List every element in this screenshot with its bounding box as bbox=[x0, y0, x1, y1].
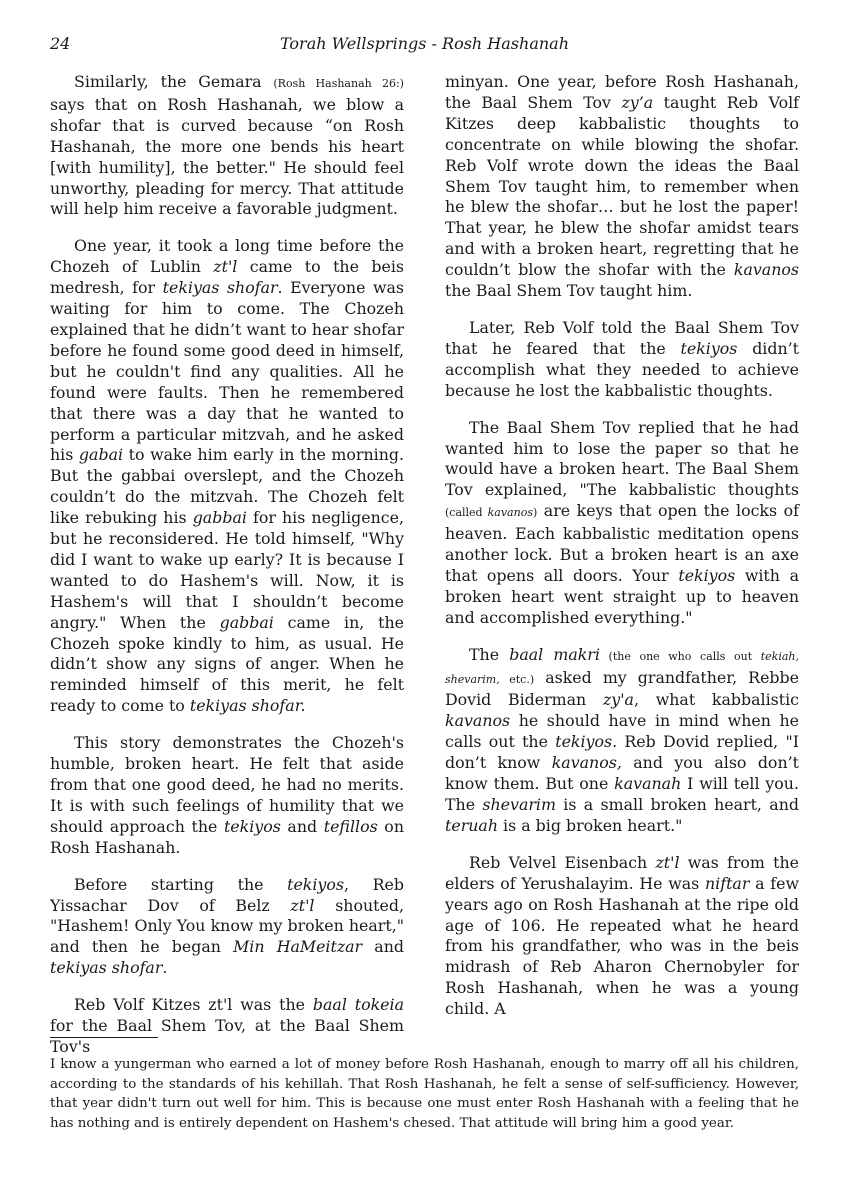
citation: (Rosh Hashanah 26:) bbox=[273, 77, 404, 90]
paragraph: Later, Reb Volf told the Baal Shem Tov that he feared that the tekiyos didn’t accomplish what they needed to achieve because he lost the kabbalistic thoughts. bbox=[445, 317, 800, 400]
running-header: Torah Wellsprings - Rosh Hashanah bbox=[279, 34, 569, 53]
footnote: I know a yungerman who earned a lot of money before Rosh Hashanah, enough to marry off all his children, according to the standards of his kehillah. That Rosh Hashanah, he felt a sense of self-sufficiency. However, that year didn't turn out well for him. This is because one must enter Rosh Hashanah with a feeling that he has nothing and is entirely dependent on Hashem's chesed. That attitude will bring him a good year. bbox=[50, 1057, 799, 1131]
paragraph: Reb Velvel Eisenbach zt'l was from the elders of Yerushalayim. He was niftar a few years ago on Rosh Hashanah at the ripe old age of 106. He repeated what he heard from his grandfather, who was in the beis midrash of Reb Aharon Chernobyler for Rosh Hashanah, when he was a young child. A bbox=[445, 852, 799, 1019]
right-column bbox=[445, 72, 799, 1036]
paragraph: Reb Volf Kitzes zt'l was the baal tokeia for the Baal Shem Tov, at the Baal Shem Tov's bbox=[50, 995, 404, 1056]
paragraph: This story demonstrates the Chozeh's humble, broken heart. He felt that aside from that one good deed, he had no merits. It is with such feelings of humility that we should approach the tekiyos and tefillos on Rosh Hashanah. bbox=[50, 733, 404, 857]
footnote-divider bbox=[50, 1037, 158, 1038]
page-number: 24 bbox=[50, 34, 71, 53]
left-column bbox=[50, 72, 404, 1074]
paragraph: Similarly, the Gemara (Rosh Hashanah 26:) says that on Rosh Hashanah, we blow a shofar that is curved because “on Rosh Hashanah, the more one bends his heart [with humility], the better." He should feel unworthy, pleading for mercy. That attitude will help him receive a favorable judgment. bbox=[50, 72, 404, 219]
paragraph: One year, it took a long time before the Chozeh of Lublin zt'l came to the beis medresh, for tekiyas shofar. Everyone was waiting for him to come. The Chozeh explained that he didn’t want to hear shofar before he found some good deed in himself, but he couldn't find any qualities. All he found were faults. Then he remembered that there was a day that he wanted to perform a particular mitzvah, and he asked his gabai to wake him early in the morning. But the gabbai overslept, and the Chozeh couldn’t do the mitzvah. The Chozeh felt like rebuking his gabbai for his negligence, but he reconsidered. He told himself, "Why did I want to wake up early? It is because I wanted to do Hashem's will. Now, it is Hashem's will that I shouldn’t become angry." When the gabbai came in, the Chozeh spoke kindly to him, as usual. He didn’t show any signs of anger. When he reminded himself of this merit, he felt ready to come to tekiyas shofar. bbox=[50, 236, 405, 716]
paragraph: minyan. One year, before Rosh Hashanah, the Baal Shem Tov zy’a taught Reb Volf Kitzes deep kabbalistic thoughts to concentrate on while blowing the shofar. Reb Volf wrote down the ideas the Baal Shem Tov taught him, to remember when he blew the shofar… but he lost the paper! That year, he blew the shofar amidst tears and with a broken heart, regretting that he couldn’t blow the shofar with the kavanos the Baal Shem Tov taught him. bbox=[445, 72, 799, 301]
paragraph: The Baal Shem Tov replied that he had wanted him to lose the paper so that he would have a broken heart. The Baal Shem Tov explained, "The kabbalistic thoughts (called kavanos) are keys that open the locks of heaven. Each kabbalistic meditation opens another lock. But a broken heart is an axe that opens all doors. Your tekiyos with a broken heart went straight up to heaven and accomplished everything." bbox=[445, 417, 799, 627]
paragraph: The baal makri (the one who calls out tekiah, shevarim, etc.) asked my grandfather, Rebbe Dovid Biderman zy'a, what kabbalistic kavanos he should have in mind when he calls out the tekiyos. Reb Dovid replied, "I don’t know kavanos, and you also don’t know them. But one kavanah I will tell you. The shevarim is a small broken heart, and teruah is a big broken heart." bbox=[445, 644, 799, 835]
paragraph: Before starting the tekiyos, Reb Yissachar Dov of Belz zt'l shouted, "Hashem! Only You know my broken heart," and then he began Min HaMeitzar and tekiyas shofar. bbox=[50, 874, 404, 978]
